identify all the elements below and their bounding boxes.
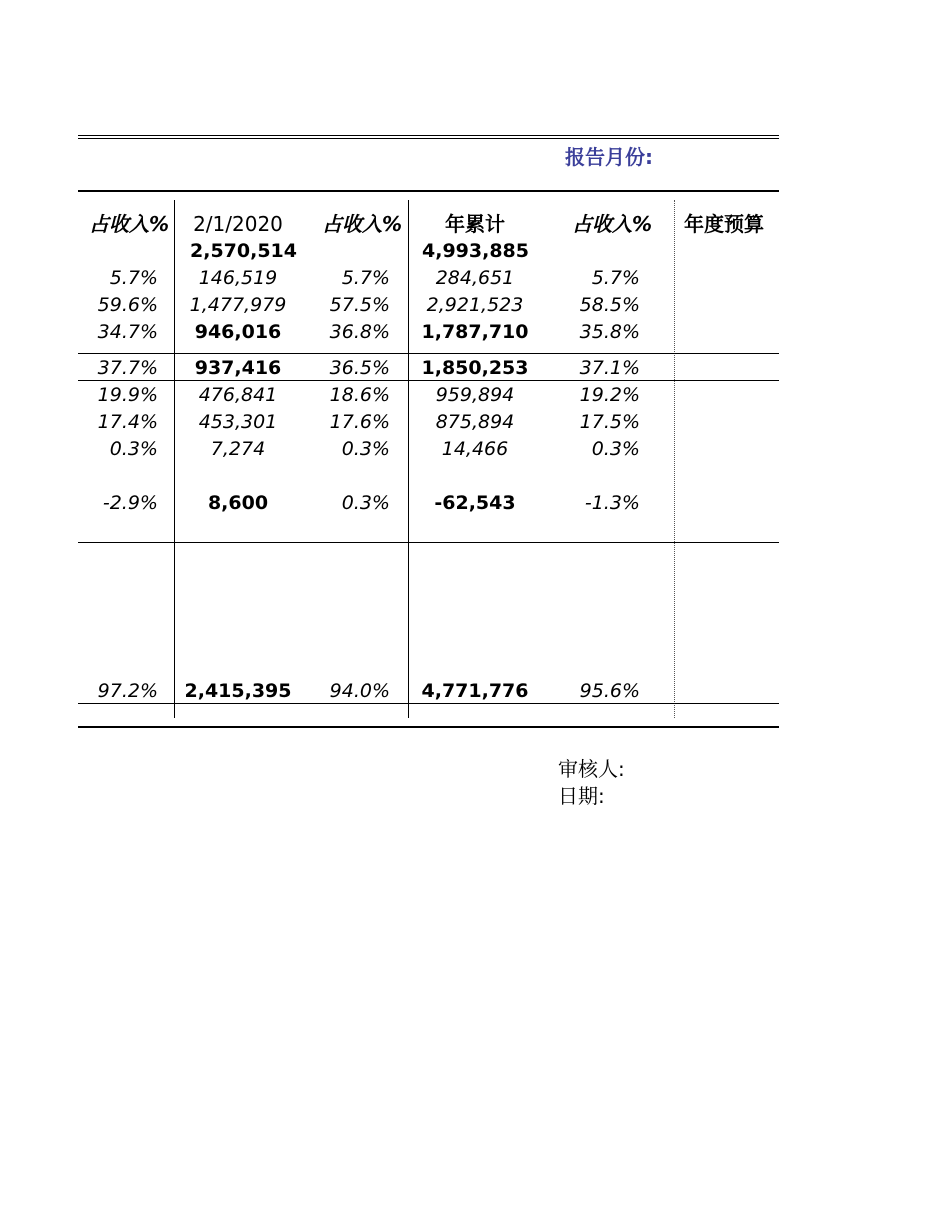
- row-1-current: 146,519: [198, 267, 278, 289]
- row-7-pct3: 0.3%: [591, 438, 640, 460]
- col-header-ytd: 年累计: [445, 212, 505, 236]
- reviewer-label: 审核人:: [558, 757, 625, 781]
- row-0-ytd: 4,993,885: [422, 240, 529, 262]
- row-rule-3: [78, 542, 779, 543]
- row-6-pct1: 17.4%: [97, 411, 158, 433]
- row-5-pct1: 19.9%: [97, 384, 158, 406]
- row-3-pct2: 36.8%: [329, 321, 390, 343]
- row-8-pct2: 0.3%: [341, 492, 390, 514]
- row-5-ytd: 959,894: [435, 384, 515, 406]
- bottom-rule: [78, 726, 779, 728]
- row-2-pct1: 59.6%: [97, 294, 158, 316]
- row-1-pct2: 5.7%: [341, 267, 390, 289]
- row-7-ytd: 14,466: [441, 438, 509, 460]
- row-2-ytd: 2,921,523: [426, 294, 524, 316]
- row-5-pct2: 18.6%: [329, 384, 390, 406]
- row-rule-2: [78, 380, 779, 381]
- row-5-current: 476,841: [198, 384, 278, 406]
- row-3-pct3: 35.8%: [579, 321, 640, 343]
- col-header-budget: 年度预算: [684, 212, 764, 236]
- row-6-ytd: 875,894: [435, 411, 515, 433]
- row-3-current: 946,016: [194, 321, 282, 343]
- row-5-pct3: 19.2%: [579, 384, 640, 406]
- col-divider-budget: [674, 200, 675, 718]
- top-rule-2: [78, 138, 779, 139]
- row-0-current: 2,570,514: [190, 240, 297, 262]
- row-7-current: 7,274: [210, 438, 266, 460]
- row-2-pct2: 57.5%: [329, 294, 390, 316]
- row-4-pct2: 36.5%: [329, 357, 390, 379]
- report-month-label: 报告月份:: [565, 145, 653, 169]
- col-header-current: 2/1/2020: [193, 212, 283, 236]
- row-rule-1: [78, 353, 779, 354]
- row-3-ytd: 1,787,710: [421, 321, 529, 343]
- col-header-pct3: 占收入%: [572, 212, 653, 236]
- row-1-ytd: 284,651: [435, 267, 515, 289]
- row-8-ytd: -62,543: [434, 492, 516, 514]
- row-3-pct1: 34.7%: [97, 321, 158, 343]
- row-4-pct3: 37.1%: [579, 357, 640, 379]
- header-rule: [78, 190, 779, 192]
- row-4-pct1: 37.7%: [97, 357, 158, 379]
- row-4-current: 937,416: [194, 357, 282, 379]
- row-1-pct3: 5.7%: [591, 267, 640, 289]
- col-header-pct1: 占收入%: [89, 212, 170, 236]
- row-4-ytd: 1,850,253: [421, 357, 529, 379]
- row-rule-4: [78, 703, 779, 704]
- row-2-pct3: 58.5%: [579, 294, 640, 316]
- col-divider-2: [408, 200, 409, 718]
- col-divider-1: [174, 200, 175, 718]
- row-1-pct1: 5.7%: [109, 267, 158, 289]
- date-label: 日期:: [558, 784, 605, 808]
- row-6-current: 453,301: [198, 411, 278, 433]
- row-9-ytd: 4,771,776: [421, 680, 529, 702]
- row-9-pct2: 94.0%: [329, 680, 390, 702]
- row-9-current: 2,415,395: [184, 680, 292, 702]
- row-8-pct3: -1.3%: [584, 492, 640, 514]
- col-header-pct2: 占收入%: [322, 212, 403, 236]
- row-8-current: 8,600: [207, 492, 269, 514]
- row-7-pct1: 0.3%: [109, 438, 158, 460]
- row-8-pct1: -2.9%: [102, 492, 158, 514]
- row-7-pct2: 0.3%: [341, 438, 390, 460]
- top-rule: [78, 135, 779, 136]
- row-6-pct2: 17.6%: [329, 411, 390, 433]
- row-2-current: 1,477,979: [189, 294, 287, 316]
- row-9-pct1: 97.2%: [97, 680, 158, 702]
- row-6-pct3: 17.5%: [579, 411, 640, 433]
- row-9-pct3: 95.6%: [579, 680, 640, 702]
